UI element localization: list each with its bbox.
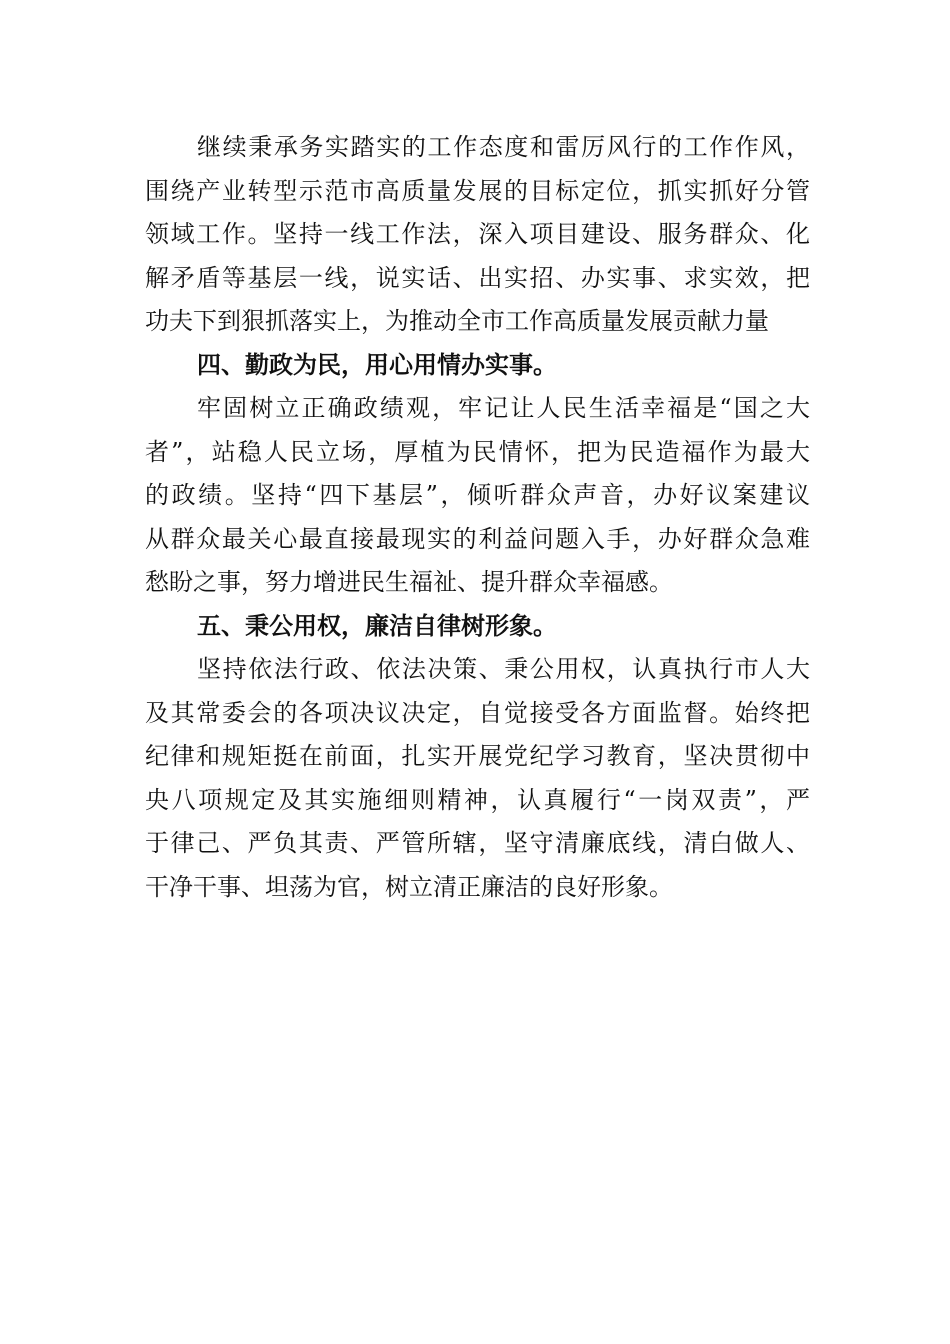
- section-heading-4: 四、勤政为民，用心用情办实事。: [197, 350, 557, 379]
- paragraph-line: 者”，站稳人民立场，厚植为民情怀，把为民造福作为最大: [145, 437, 810, 466]
- paragraph-line: 功夫下到狠抓落实上，为推动全市工作高质量发展贡献力量: [145, 307, 769, 335]
- document-body: [145, 126, 810, 909]
- paragraph-line: 从群众最关心最直接最现实的利益问题入手，办好群众急难: [145, 524, 810, 553]
- paragraph-line: 继续秉承务实踏实的工作态度和雷厉风行的工作作风，: [197, 133, 810, 161]
- paragraph-line: 围绕产业转型示范市高质量发展的目标定位，抓实抓好分管: [145, 176, 810, 205]
- paragraph-line: 坚持依法行政、依法决策、秉公用权，认真执行市人大: [197, 655, 810, 683]
- paragraph-serve-people: [145, 387, 810, 605]
- paragraph-line: 牢固树立正确政绩观，牢记让人民生活幸福是“国之大: [197, 394, 810, 422]
- paragraph-line: 央八项规定及其实施细则精神，认真履行“一岗双责”，严: [145, 785, 810, 814]
- paragraph-line: 领域工作。坚持一线工作法，深入项目建设、服务群众、化: [145, 220, 810, 248]
- paragraph-line: 干净干事、坦荡为官，树立清正廉洁的良好形象。: [145, 872, 673, 901]
- paragraph-line: 解矛盾等基层一线，说实话、出实招、办实事、求实效，把: [145, 263, 810, 292]
- paragraph-line: 纪律和规矩挺在前面，扎实开展党纪学习教育，坚决贯彻中: [145, 742, 810, 770]
- paragraph-work-style: [145, 126, 810, 344]
- paragraph-line: 于律己、严负其责、严管所辖，坚守清廉底线，清白做人、: [145, 829, 810, 857]
- section-heading-5: 五、秉公用权，廉洁自律树形象。: [197, 611, 557, 640]
- paragraph-integrity: [145, 648, 810, 909]
- paragraph-line: 及其常委会的各项决议决定，自觉接受各方面监督。始终把: [145, 698, 810, 727]
- paragraph-line: 的政绩。坚持“四下基层”，倾听群众声音，办好议案建议: [145, 481, 810, 509]
- paragraph-line: 愁盼之事，努力增进民生福祉、提升群众幸福感。: [145, 568, 673, 596]
